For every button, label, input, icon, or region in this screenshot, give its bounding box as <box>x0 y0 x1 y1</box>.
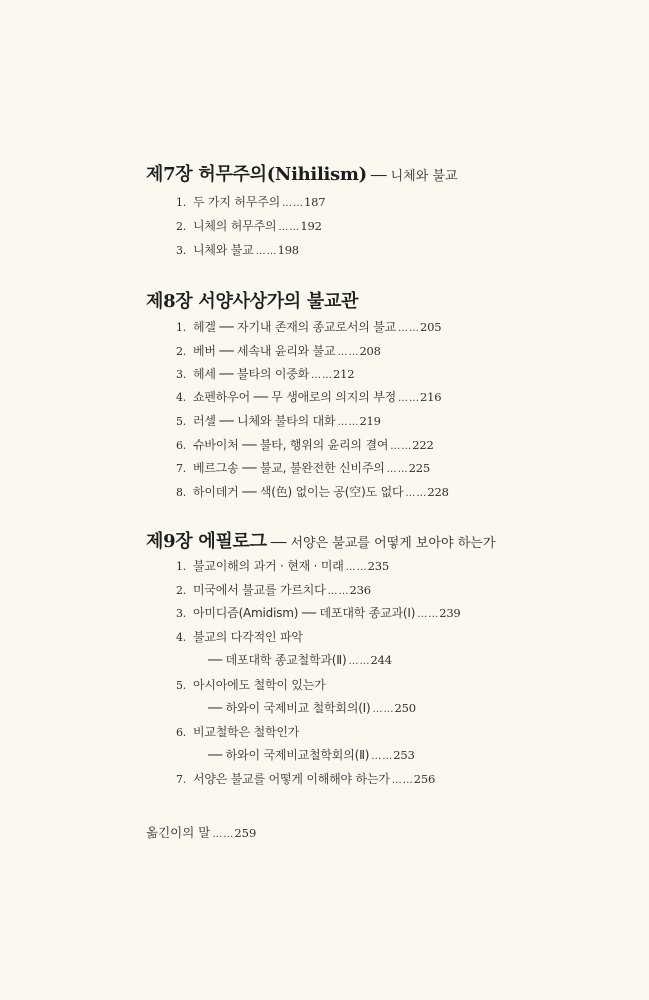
toc-entry: 3. 헤세 ── 불타의 이중화 ……212 <box>176 367 355 381</box>
toc-entry: 2. 미국에서 불교를 가르치다 ……236 <box>176 583 371 597</box>
toc-entry-continuation: ── 하와이 국제비교 철학회의(Ⅰ) ……250 <box>208 701 416 715</box>
toc-entry-continuation: ── 하와이 국제비교철학회의(Ⅱ) ……253 <box>208 748 415 762</box>
chapter-title: 제7장 허무주의(Nihilism) <box>146 164 367 185</box>
toc-entry: 5. 아시아에도 철학이 있는가 <box>176 678 326 692</box>
toc-entry: 1. 두 가지 허무주의 ……187 <box>176 195 326 209</box>
toc-entry-continuation: ── 데포대학 종교철학과(Ⅱ) ……244 <box>208 653 392 667</box>
toc-entry: 7. 베르그송 ── 불교, 불완전한 신비주의 ……225 <box>176 461 430 475</box>
chapter-title: 제8장 서양사상가의 불교관 <box>146 291 359 312</box>
toc-entry: 8. 하이데거 ── 색(色) 없이는 공(空)도 없다 ……228 <box>176 485 449 499</box>
chapter-9-heading <box>146 527 495 553</box>
afterword-entry: 옮긴이의 말 ……259 <box>146 825 257 840</box>
toc-entry: 1. 헤겔 ── 자기내 존재의 종교로서의 불교 ……205 <box>176 320 442 334</box>
toc-entry: 2. 니체의 허무주의 ……192 <box>176 219 322 233</box>
chapter-subtitle: ── 서양은 불교를 어떻게 보아야 하는가 <box>270 536 496 551</box>
toc-entry: 4. 불교의 다각적인 파악 <box>176 630 303 644</box>
toc-entry: 4. 쇼펜하우어 ── 무 생애로의 의지의 부정 ……216 <box>176 390 442 404</box>
chapter-8-heading <box>146 287 362 313</box>
toc-entry: 7. 서양은 불교를 어떻게 이해해야 하는가 ……256 <box>176 772 436 786</box>
chapter-subtitle: ── 니체와 불교 <box>370 169 458 184</box>
chapter-7-heading <box>146 160 458 186</box>
toc-entry: 2. 베버 ── 세속내 윤리와 불교 ……208 <box>176 344 381 358</box>
toc-entry: 6. 슈바이처 ── 불타, 행위의 윤리의 결여 ……222 <box>176 438 434 452</box>
toc-entry: 1. 불교이해의 과거 · 현재 · 미래 ……235 <box>176 559 389 573</box>
toc-entry: 5. 러셀 ── 니체와 불타의 대화 ……219 <box>176 414 381 428</box>
chapter-title: 제9장 에필로그 <box>146 531 267 552</box>
toc-entry: 6. 비교철학은 철학인가 <box>176 725 300 739</box>
toc-entry: 3. 니체와 불교 ……198 <box>176 243 299 257</box>
toc-entry: 3. 아미디즘(Amidism) ── 데포대학 종교과(Ⅰ) ……239 <box>176 606 461 620</box>
